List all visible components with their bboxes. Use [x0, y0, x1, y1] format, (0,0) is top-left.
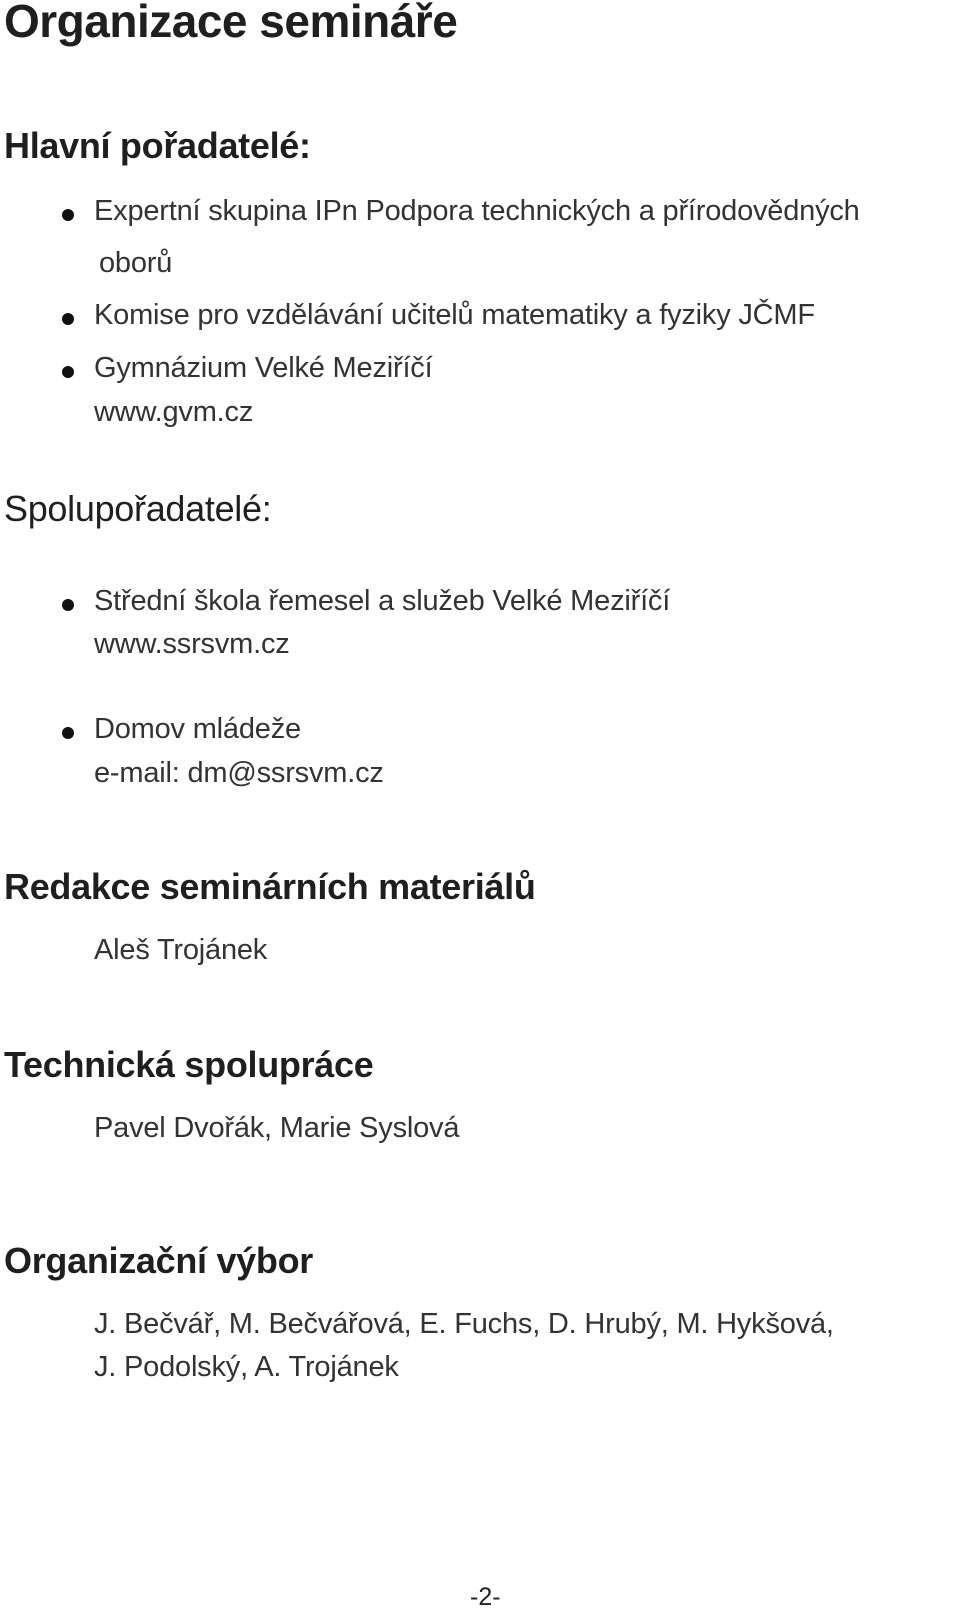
editors-heading: Redakce seminárních materiálů	[4, 866, 536, 907]
co-organizer-2-email[interactable]: e-mail: dm@ssrsvm.cz	[94, 757, 384, 789]
main-organizer-3-website[interactable]: www.gvm.cz	[94, 396, 254, 428]
page-number: -2-	[470, 1583, 501, 1611]
bullet-icon	[62, 599, 74, 611]
co-organizer-1-website[interactable]: www.ssrsvm.cz	[94, 628, 290, 660]
bullet-icon	[62, 209, 74, 221]
co-organizers-heading: Spolupořadatelé:	[4, 488, 272, 529]
editors-names: Aleš Trojánek	[94, 934, 268, 966]
co-organizer-2-line1: Domov mládeže	[94, 713, 301, 745]
bullet-icon	[62, 727, 74, 739]
main-organizer-2-line1: Komise pro vzdělávání učitelů matematiky a fyziky JČMF	[94, 299, 815, 331]
page-title: Organizace semináře	[4, 0, 458, 47]
committee-heading: Organizační výbor	[4, 1240, 313, 1281]
committee-names-line2: J. Podolský, A. Trojánek	[94, 1351, 399, 1383]
co-organizer-1-line1: Střední škola řemesel a služeb Velké Meziříčí	[94, 585, 671, 617]
main-organizer-1-line2: oborů	[99, 247, 173, 279]
main-organizer-3-line1: Gymnázium Velké Meziříčí	[94, 352, 433, 384]
committee-names-line1: J. Bečvář, M. Bečvářová, E. Fuchs, D. Hrubý, M. Hykšová,	[94, 1308, 834, 1340]
main-organizer-1-line1: Expertní skupina IPn Podpora technických a přírodovědných	[94, 195, 860, 227]
technical-names: Pavel Dvořák, Marie Syslová	[94, 1112, 460, 1144]
technical-heading: Technická spolupráce	[4, 1044, 374, 1085]
bullet-icon	[62, 366, 74, 378]
main-organizers-heading: Hlavní pořadatelé:	[4, 125, 311, 166]
bullet-icon	[62, 313, 74, 325]
